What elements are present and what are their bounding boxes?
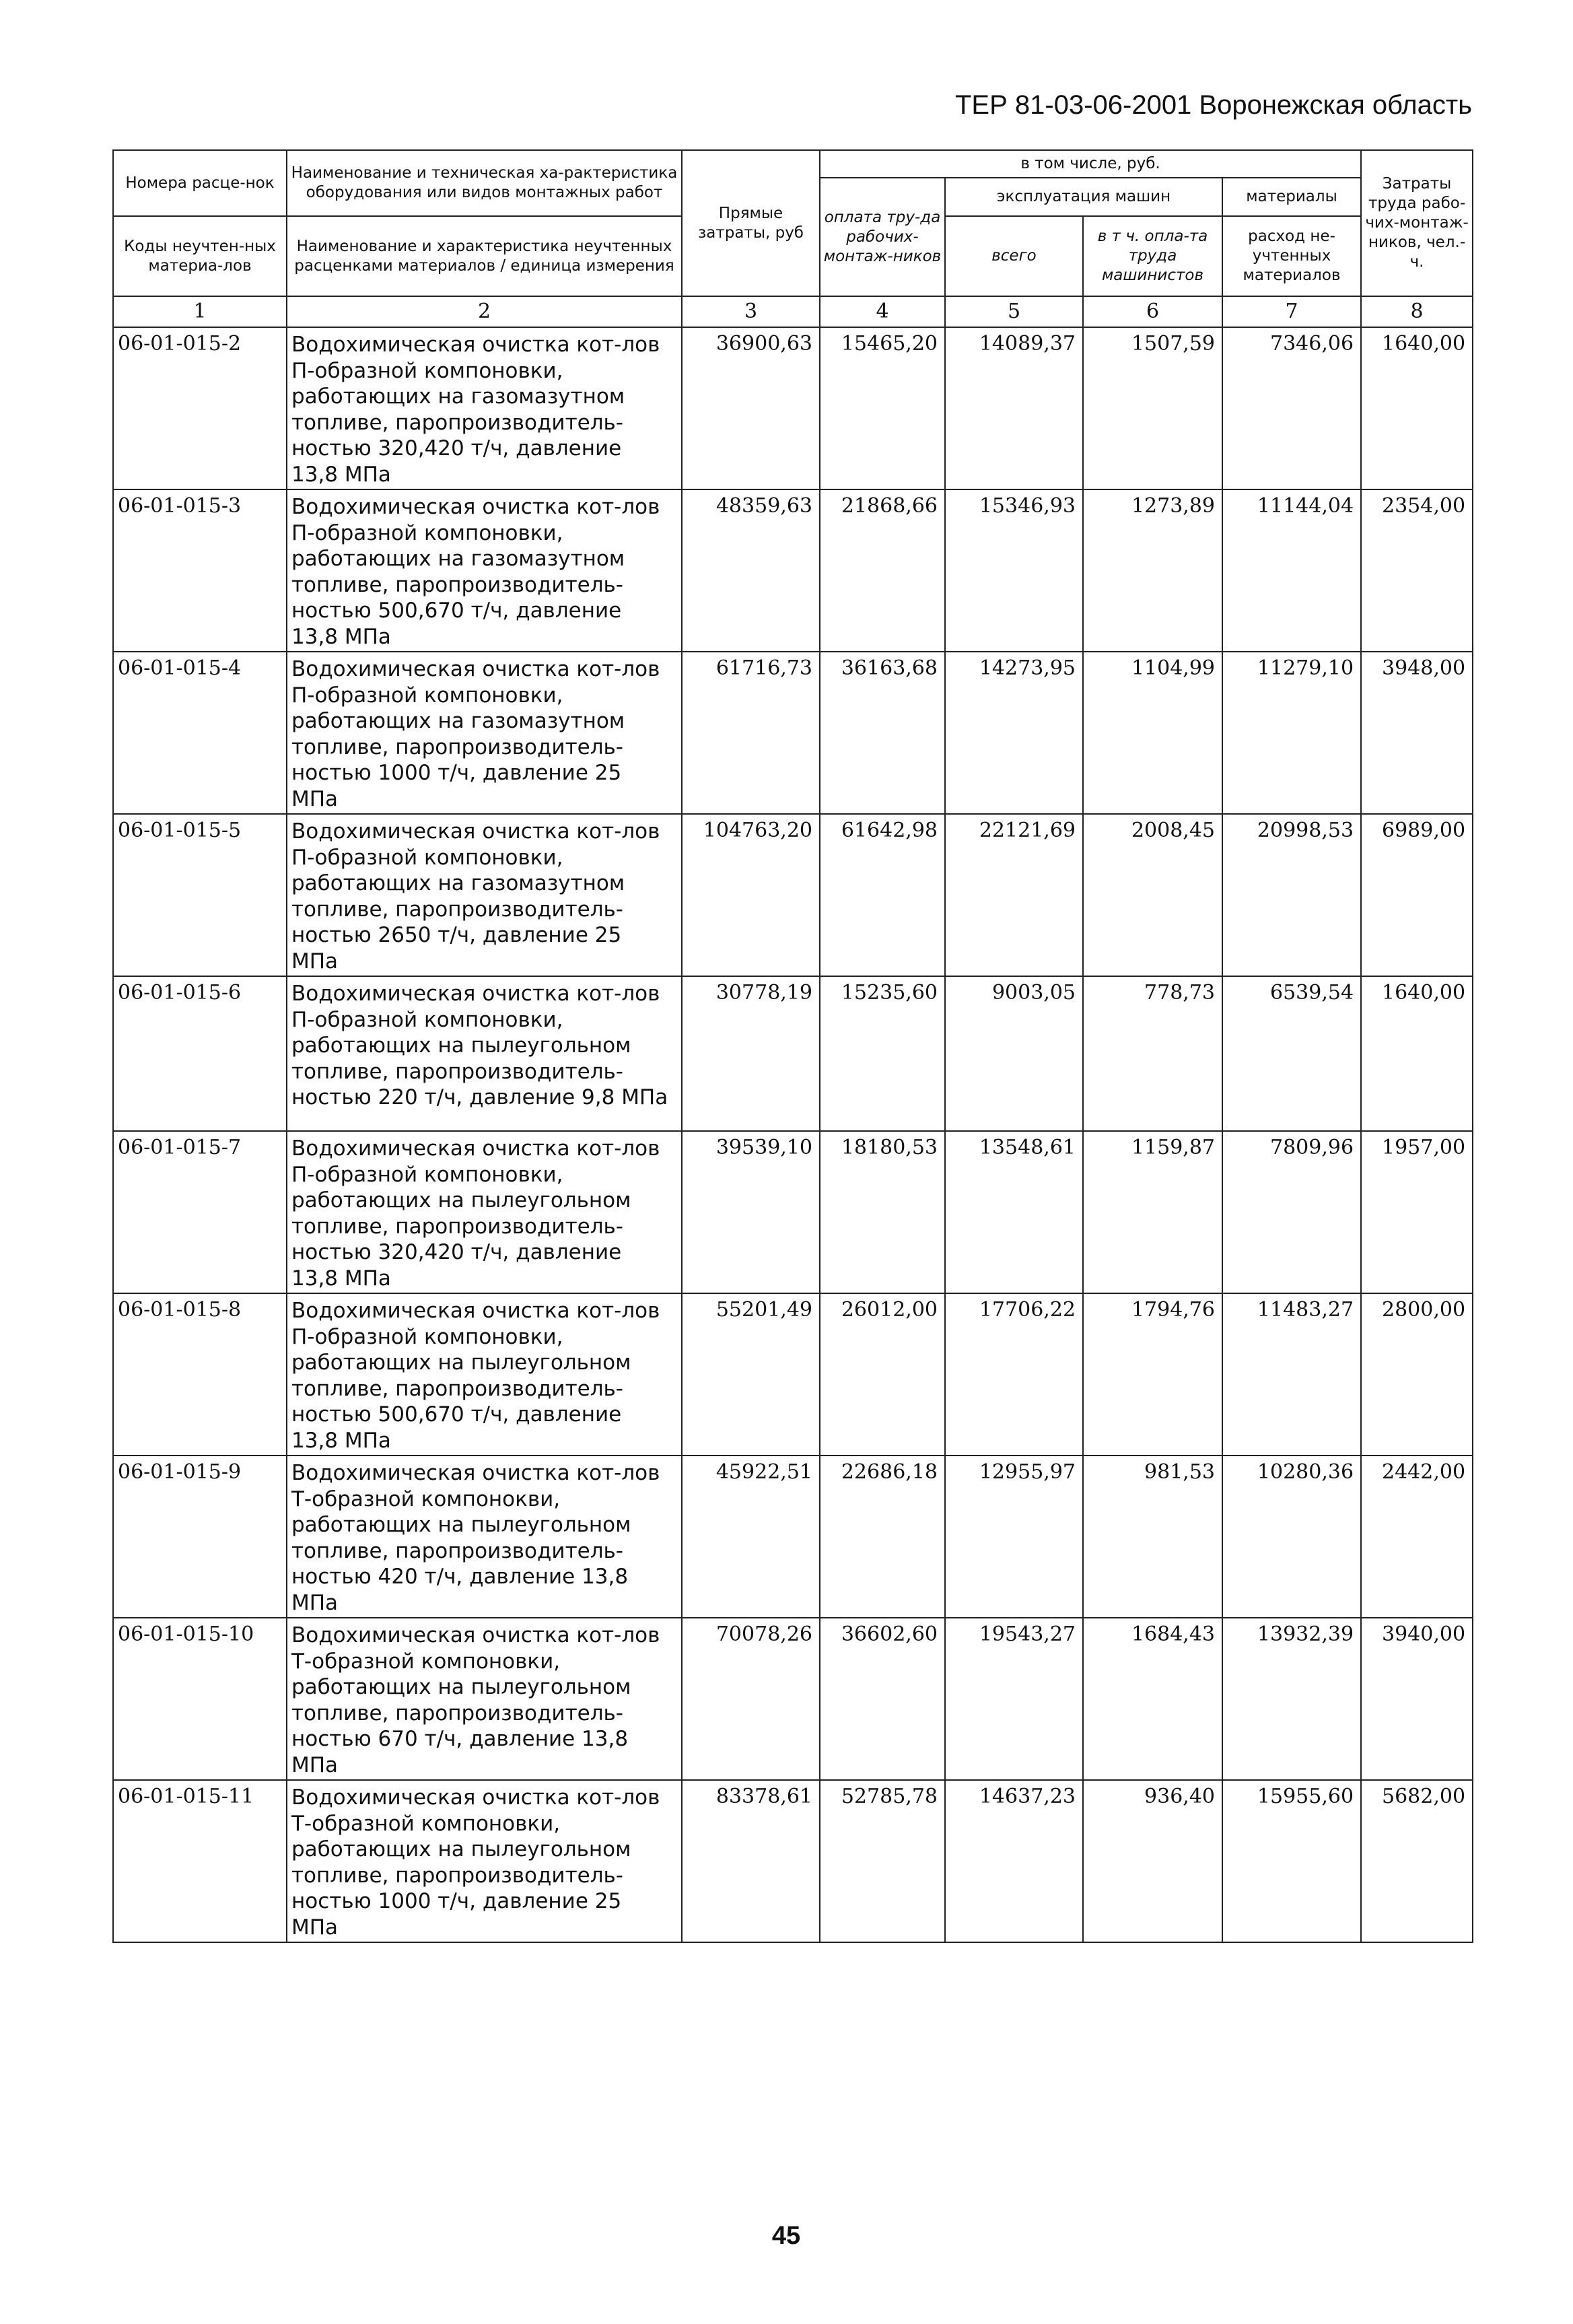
materials-value: 11483,27 <box>1222 1293 1361 1456</box>
direct-costs-value: 39539,10 <box>682 1131 820 1293</box>
header-name-tech: Наименование и техническая ха-рактеристика оборудования или видов монтажных работ <box>287 150 682 216</box>
column-number: 7 <box>1222 296 1361 327</box>
labor-hours-value: 3940,00 <box>1361 1618 1473 1780</box>
direct-costs-value: 70078,26 <box>682 1618 820 1780</box>
labor-hours-value: 2442,00 <box>1361 1456 1473 1618</box>
column-number: 3 <box>682 296 820 327</box>
operators-pay-value: 1159,87 <box>1083 1131 1222 1293</box>
operators-pay-value: 981,53 <box>1083 1456 1222 1618</box>
header-incl-operators: в т ч. опла-та труда машинистов <box>1083 216 1222 296</box>
table-body <box>113 327 1473 1942</box>
table-row <box>113 489 1473 652</box>
direct-costs-value: 36900,63 <box>682 327 820 489</box>
materials-value: 7346,06 <box>1222 327 1361 489</box>
direct-costs-value: 61716,73 <box>682 652 820 814</box>
rate-code: 06-01-015-5 <box>113 814 287 976</box>
header-including: в том числе, руб. <box>820 150 1361 178</box>
labor-hours-value: 6989,00 <box>1361 814 1473 976</box>
work-description: Водохимическая очистка кот-лов П-образной компоновки, работающих на пылеугольном топливе, паропроизводитель-ностью 220 т/ч, давление 9,8 МПа <box>287 976 682 1131</box>
table-row <box>113 976 1473 1131</box>
header-materials-consumption: расход не-учтенных материалов <box>1222 216 1361 296</box>
labor-hours-value: 1640,00 <box>1361 976 1473 1131</box>
header-rate-numbers: Номера расце-нок <box>113 150 287 216</box>
table-row <box>113 1293 1473 1456</box>
labor-pay-value: 36163,68 <box>820 652 945 814</box>
labor-pay-value: 26012,00 <box>820 1293 945 1456</box>
document-header: ТЕР 81-03-06-2001 Воронежская область <box>954 90 1472 120</box>
header-machines-total: всего <box>945 216 1083 296</box>
table-header <box>113 150 1473 327</box>
operators-pay-value: 936,40 <box>1083 1780 1222 1942</box>
work-description: Водохимическая очистка кот-лов Т-образной компонокви, работающих на пылеугольном топливе, паропроизводитель-ностью 420 т/ч, давление 13,8 МПа <box>287 1456 682 1618</box>
rate-code: 06-01-015-9 <box>113 1456 287 1618</box>
table-row <box>113 652 1473 814</box>
labor-pay-value: 36602,60 <box>820 1618 945 1780</box>
machines-total-value: 14637,23 <box>945 1780 1083 1942</box>
column-number: 8 <box>1361 296 1473 327</box>
rate-code: 06-01-015-6 <box>113 976 287 1131</box>
labor-hours-value: 1957,00 <box>1361 1131 1473 1293</box>
operators-pay-value: 1104,99 <box>1083 652 1222 814</box>
table-row <box>113 1456 1473 1618</box>
machines-total-value: 19543,27 <box>945 1618 1083 1780</box>
operators-pay-value: 1507,59 <box>1083 327 1222 489</box>
column-number: 4 <box>820 296 945 327</box>
machines-total-value: 14089,37 <box>945 327 1083 489</box>
rate-code: 06-01-015-4 <box>113 652 287 814</box>
header-machine-operation: эксплуатация машин <box>945 178 1222 216</box>
machines-total-value: 15346,93 <box>945 489 1083 652</box>
materials-value: 20998,53 <box>1222 814 1361 976</box>
column-numbers-row <box>113 296 1473 327</box>
direct-costs-value: 45922,51 <box>682 1456 820 1618</box>
work-description: Водохимическая очистка кот-лов П-образной компоновки, работающих на пылеугольном топливе, паропроизводитель-ностью 500,670 т/ч, давление 13,8 МПа <box>287 1293 682 1456</box>
work-description: Водохимическая очистка кот-лов П-образной компоновки, работающих на пылеугольном топливе, паропроизводитель-ностью 320,420 т/ч, давление 13,8 МПа <box>287 1131 682 1293</box>
table-row <box>113 814 1473 976</box>
labor-hours-value: 2800,00 <box>1361 1293 1473 1456</box>
page-number: 45 <box>771 2222 801 2250</box>
direct-costs-value: 83378,61 <box>682 1780 820 1942</box>
header-labor-costs: Затраты труда рабо-чих-монтаж-ников, чел.-ч. <box>1361 150 1473 296</box>
direct-costs-value: 30778,19 <box>682 976 820 1131</box>
header-direct-costs: Прямые затраты, руб <box>682 150 820 296</box>
machines-total-value: 12955,97 <box>945 1456 1083 1618</box>
rates-table <box>112 149 1473 1943</box>
rate-code: 06-01-015-3 <box>113 489 287 652</box>
operators-pay-value: 1273,89 <box>1083 489 1222 652</box>
materials-value: 13932,39 <box>1222 1618 1361 1780</box>
work-description: Водохимическая очистка кот-лов Т-образной компоновки, работающих на пылеугольном топливе, паропроизводитель-ностью 1000 т/ч, давление 25 МПа <box>287 1780 682 1942</box>
machines-total-value: 17706,22 <box>945 1293 1083 1456</box>
operators-pay-value: 1794,76 <box>1083 1293 1222 1456</box>
machines-total-value: 14273,95 <box>945 652 1083 814</box>
work-description: Водохимическая очистка кот-лов П-образной компоновки, работающих на газомазутном топливе, паропроизводитель-ностью 2650 т/ч, давление 25 МПа <box>287 814 682 976</box>
table-row <box>113 1618 1473 1780</box>
operators-pay-value: 1684,43 <box>1083 1618 1222 1780</box>
rate-code: 06-01-015-8 <box>113 1293 287 1456</box>
work-description: Водохимическая очистка кот-лов Т-образной компоновки, работающих на пылеугольном топливе, паропроизводитель-ностью 670 т/ч, давление 13,8 МПа <box>287 1618 682 1780</box>
labor-pay-value: 61642,98 <box>820 814 945 976</box>
header-materials: материалы <box>1222 178 1361 216</box>
operators-pay-value: 2008,45 <box>1083 814 1222 976</box>
machines-total-value: 22121,69 <box>945 814 1083 976</box>
column-number: 2 <box>287 296 682 327</box>
table-row <box>113 1131 1473 1293</box>
labor-pay-value: 22686,18 <box>820 1456 945 1618</box>
labor-pay-value: 15465,20 <box>820 327 945 489</box>
work-description: Водохимическая очистка кот-лов П-образной компоновки, работающих на газомазутном топливе, паропроизводитель-ностью 320,420 т/ч, давление 13,8 МПа <box>287 327 682 489</box>
labor-pay-value: 18180,53 <box>820 1131 945 1293</box>
materials-value: 11279,10 <box>1222 652 1361 814</box>
rate-code: 06-01-015-7 <box>113 1131 287 1293</box>
materials-value: 6539,54 <box>1222 976 1361 1131</box>
work-description: Водохимическая очистка кот-лов П-образной компоновки, работающих на газомазутном топливе, паропроизводитель-ностью 1000 т/ч, давление 25 МПа <box>287 652 682 814</box>
materials-value: 7809,96 <box>1222 1131 1361 1293</box>
column-number: 5 <box>945 296 1083 327</box>
operators-pay-value: 778,73 <box>1083 976 1222 1131</box>
labor-hours-value: 1640,00 <box>1361 327 1473 489</box>
header-name-materials: Наименование и характеристика неучтенных расценками материалов / единица измерения <box>287 216 682 296</box>
labor-pay-value: 15235,60 <box>820 976 945 1131</box>
table-row <box>113 1780 1473 1942</box>
header-codes-unaccounted: Коды неучтен-ных материа-лов <box>113 216 287 296</box>
table-row <box>113 327 1473 489</box>
direct-costs-value: 48359,63 <box>682 489 820 652</box>
rate-code: 06-01-015-2 <box>113 327 287 489</box>
labor-hours-value: 2354,00 <box>1361 489 1473 652</box>
direct-costs-value: 55201,49 <box>682 1293 820 1456</box>
labor-hours-value: 5682,00 <box>1361 1780 1473 1942</box>
direct-costs-value: 104763,20 <box>682 814 820 976</box>
materials-value: 15955,60 <box>1222 1780 1361 1942</box>
column-number: 6 <box>1083 296 1222 327</box>
rate-code: 06-01-015-10 <box>113 1618 287 1780</box>
labor-pay-value: 52785,78 <box>820 1780 945 1942</box>
column-number: 1 <box>113 296 287 327</box>
materials-value: 11144,04 <box>1222 489 1361 652</box>
machines-total-value: 13548,61 <box>945 1131 1083 1293</box>
labor-pay-value: 21868,66 <box>820 489 945 652</box>
rate-code: 06-01-015-11 <box>113 1780 287 1942</box>
labor-hours-value: 3948,00 <box>1361 652 1473 814</box>
header-labor-pay: оплата тру-да рабочих-монтаж-ников <box>820 178 945 296</box>
work-description: Водохимическая очистка кот-лов П-образной компоновки, работающих на газомазутном топливе, паропроизводитель-ностью 500,670 т/ч, давление 13,8 МПа <box>287 489 682 652</box>
materials-value: 10280,36 <box>1222 1456 1361 1618</box>
machines-total-value: 9003,05 <box>945 976 1083 1131</box>
